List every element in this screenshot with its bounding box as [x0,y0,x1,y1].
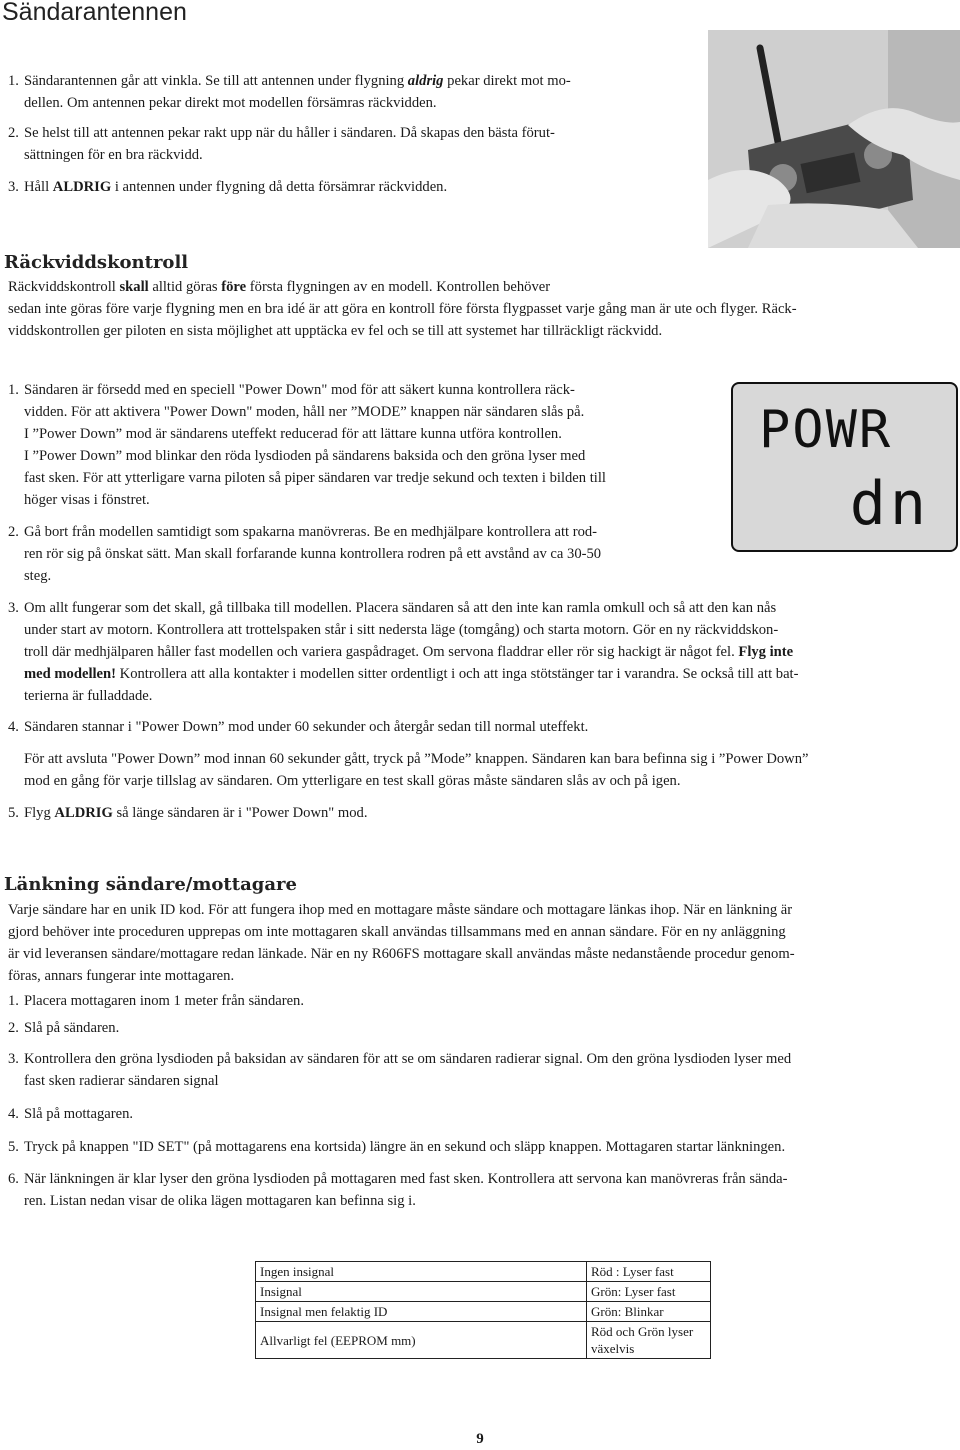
text-line: steg. [24,568,52,584]
antenna-item-1 [8,70,698,114]
range-item-1 [8,379,723,511]
item-text: Placera mottagaren inom 1 meter från sändaren. [24,993,304,1009]
text-line: För att avsluta "Power Down” mod innan 60 sekunder gått, tryck på ”Mode” knappen. Sändaren kan bara befinna sig i ”Power Down” [24,751,809,767]
text-line: sedan inte göras före varje flygning men en bra idé är att göra en kontroll före första flygpasset varje gång man är ute och flyger. Räck- [8,301,797,317]
text-line: vidden. För att aktivera "Power Down" moden, håll ner ”MODE” knappen när sändaren slås på. [24,404,585,420]
item-number: 4. [8,719,19,735]
text: alltid göras [152,279,218,295]
table-cell: Ingen insignal [256,1262,587,1282]
antenna-item-3 [8,176,698,198]
text-line: är vid leveransen sändare/mottagare redan länkade. När en ny R606FS mottagare skall användas måste nedanstående procedur genom- [8,946,795,962]
item-text: sättningen för en bra räckvidd. [24,147,203,163]
table-row [256,1282,711,1302]
link-step-6 [8,1168,958,1212]
text-line: troll där medhjälparen håller fast modellen och variera gaspådraget. Om servona fladdrar eller rör sig hackigt är något fel. [24,644,735,660]
emphasis-text: aldrig [407,73,444,89]
range-item-4-continuation [24,748,959,792]
table-cell: Grön: Blinkar [587,1302,711,1322]
range-intro [8,276,953,342]
item-text: Slå på sändaren. [24,1020,120,1036]
item-text: Håll [24,179,50,195]
text-line: höger visas i fönstret. [24,492,150,508]
table-cell: Röd och Grön lyser växelvis [587,1322,711,1359]
item-number: 5. [8,1139,19,1155]
text-line: fast sken. För att ytterligare varna piloten så piper sändaren var tredje sekund och texten i bilden till [24,470,606,486]
emphasis-text: Flyg inte [738,644,794,660]
transmitter-photo-icon [708,30,960,248]
item-number: 3. [8,179,19,195]
item-number: 1. [8,382,19,398]
text-line: fast sken radierar sändaren signal [24,1073,219,1089]
link-step-3 [8,1048,958,1092]
linking-intro [8,899,960,987]
item-number: 4. [8,1106,19,1122]
linking-heading: Länkning sändare/mottagare [4,874,297,895]
item-number: 2. [8,524,19,540]
range-item-5 [8,802,953,824]
table-cell: Insignal [256,1282,587,1302]
link-step-1 [8,990,953,1012]
table-row [256,1322,711,1359]
range-item-3 [8,597,953,707]
table-row [256,1302,711,1322]
lcd-line-1: POWR [759,400,893,460]
text-line: Kontrollera den gröna lysdioden på baksidan av sändaren för att se om sändaren radierar signal. Om den gröna lysdioden lyser med [24,1051,792,1067]
page-title: Sändarantennen [2,0,187,26]
item-number: 5. [8,805,19,821]
item-number: 2. [8,1020,19,1036]
text-line: terierna är fulladdade. [24,688,153,704]
transmitter-photo [708,30,960,248]
text-line: mod en gång för varje tillslag av sändaren. Om ytterligare en test skall göras måste sändaren slås av och på igen. [24,773,681,789]
text-line: Om allt fungerar som det skall, gå tillbaka till modellen. Placera sändaren så att den inte kan ramla omkull och så att den kan nås [24,600,777,616]
table-cell: Insignal men felaktig ID [256,1302,587,1322]
text-line: När länkningen är klar lyser den gröna lysdioden på mottagaren med fast sken. Kontrollera att servona kan manövreras från sända- [24,1171,788,1187]
item-number: 2. [8,125,19,141]
item-text: dellen. Om antennen pekar direkt mot modellen försämras räckvidden. [24,95,437,111]
item-text: Se helst till att antennen pekar rakt upp när du håller i sändaren. Då skapas den bästa förut- [24,125,555,141]
range-check-heading: Räckviddskontroll [4,252,189,273]
table-row [256,1262,711,1282]
item-text: Sändaren stannar i "Power Down” mod under 60 sekunder och återgår sedan till normal uteffekt. [24,719,589,735]
text-line: viddskontrollen ger piloten en sista möjlighet att upptäcka ev fel och se till att systemet har tillräckligt räckvidd. [8,323,663,339]
text-line: Sändaren är försedd med en speciell "Power Down" mod för att säkert kunna kontrollera räck- [24,382,575,398]
emphasis-text: före [221,279,247,295]
table-cell: Allvarligt fel (EEPROM mm) [256,1322,587,1359]
text: Räckviddskontroll [8,279,116,295]
link-step-4 [8,1103,953,1125]
table-cell: Grön: Lyser fast [587,1282,711,1302]
emphasis-text: skall [119,279,149,295]
text-line: I ”Power Down” mod blinkar den röda lysdioden på sändarens baksida och den gröna lyser med [24,448,586,464]
text-line: I ”Power Down” mod är sändarens uteffekt reducerad för att lättare kunna utföra kontrollen. [24,426,562,442]
link-step-5 [8,1136,953,1158]
link-step-2 [8,1017,953,1039]
item-text: så länge sändaren är i "Power Down" mod. [116,805,368,821]
text-line: Gå bort från modellen samtidigt som spakarna manövreras. Be en medhjälpare kontrollera att rod- [24,524,598,540]
emphasis-text: ALDRIG [54,805,113,821]
item-number: 3. [8,1051,19,1067]
item-text: i antennen under flygning då detta försämrar räckvidden. [114,179,448,195]
item-text: Tryck på knappen "ID SET" (på mottagarens ena kortsida) längre än en sekund och släpp knappen. Mottagaren startar länkningen. [24,1139,786,1155]
text-line: Kontrollera att alla kontakter i modellen sitter ordentligt i och att inga stötstänger tar i varandra. Se också till att bat- [119,666,799,682]
item-text: Flyg [24,805,51,821]
text-line: gjord behöver inte proceduren upprepas om inte mottagaren skall användas tillsammans med en annan sändare. För en ny anläggning [8,924,786,940]
item-text: Slå på mottagaren. [24,1106,134,1122]
range-item-2 [8,521,723,587]
emphasis-text: ALDRIG [52,179,112,195]
text-line: under start av motorn. Kontrollera att trottelspaken står i sitt nedersta läge (tomgång) och starta motorn. Gör en ny räckviddskon- [24,622,779,638]
item-number: 3. [8,600,19,616]
lcd-line-2: dn [849,469,930,539]
text: Kontrollen behöver [436,279,551,295]
emphasis-text: med modellen! [24,666,117,682]
range-item-4 [8,716,953,738]
antenna-item-2 [8,122,698,166]
text-line: föras, annars fungerar inte mottagaren. [8,968,235,984]
table-cell: Röd : Lyser fast [587,1262,711,1282]
receiver-status-table [255,1261,711,1359]
item-number: 1. [8,993,19,1009]
item-number: 1. [8,73,19,89]
text: första flygningen av en modell. [249,279,433,295]
text-line: ren rör sig på önskat sätt. Man skall forfarande kunna kontrollera rodren på ett avstånd av ca 30-50 [24,546,602,562]
text-line: ren. Listan nedan visar de olika lägen mottagaren kan befinna sig i. [24,1193,416,1209]
item-text: pekar direkt mot mo- [447,73,571,89]
item-number: 6. [8,1171,19,1187]
item-text: Sändarantennen går att vinkla. Se till att antennen under flygning [24,73,405,89]
lcd-display [731,382,958,552]
page-number: 9 [476,1431,484,1447]
text-line: Varje sändare har en unik ID kod. För att fungera ihop med en mottagare måste sändare och mottagare länkas ihop. När en länkning är [8,902,793,918]
